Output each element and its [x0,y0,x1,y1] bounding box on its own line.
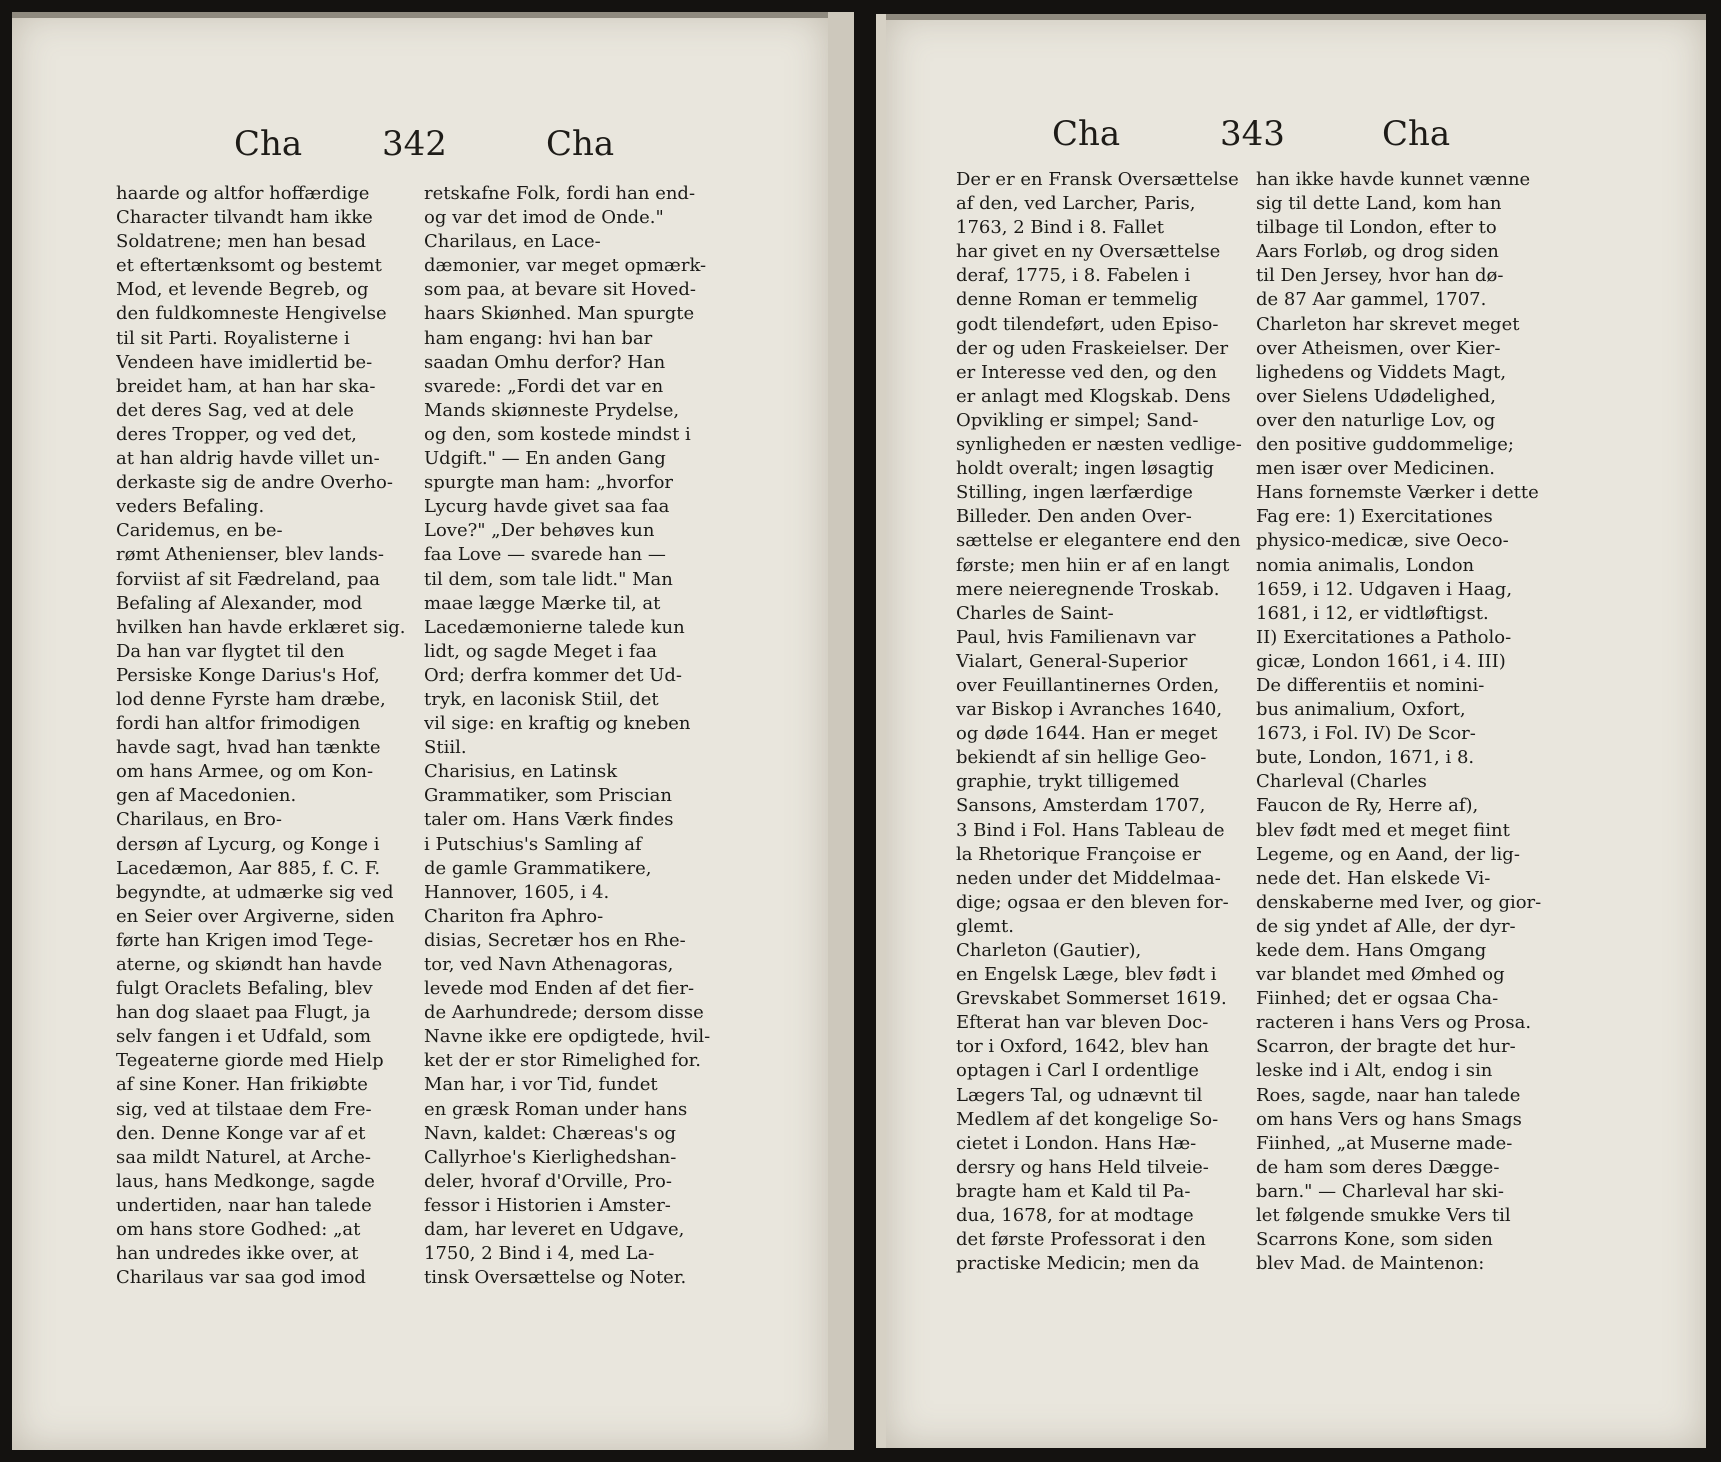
text-line: cietet i London. Hans Hæ- [956,1132,1197,1154]
text-line: deraf, 1775, i 8. Fabelen i [956,265,1191,287]
text-line: faa Love — svarede han — [424,544,666,566]
text-line: bute, London, 1671, i 8. [1256,747,1475,769]
text-line: disias, Secretær hos en Rhe- [424,929,686,951]
text-line: holdt overalt; ingen løsagtig [956,458,1214,480]
text-line: de ham som deres Dægge- [1256,1156,1500,1178]
text-line: gen af Macedonien. [116,785,297,807]
text-line: deler, hvoraf d'Orville, Pro- [424,1170,672,1192]
text-line: Paul, hvis Familienavn var [956,626,1196,648]
text-line: af den, ved Larcher, Paris, [956,193,1196,215]
text-line: glemt. [956,915,1014,937]
text-line: den positive guddommelige; [1256,434,1514,456]
text-line: Soldatrene; men han besad [116,231,367,253]
text-line: let følgende smukke Vers til [1256,1205,1511,1227]
text-line: Callyrhoe's Kierlighedshan- [424,1146,677,1168]
text-line: undertiden, naar han talede [116,1194,372,1216]
page-edge [886,14,1706,20]
text-line: havde sagt, hvad han tænkte [116,737,381,759]
text-line: synligheden er næsten vedlige- [956,434,1242,456]
text-line: et eftertænksomt og bestemt [116,255,382,277]
text-line: Character tilvandt ham ikke [116,207,373,229]
text-line: sig til dette Land, kom han [1256,193,1502,215]
text-line: er anlagt med Klogskab. Dens [956,385,1231,407]
text-line: dam, har leveret en Udgave, [424,1219,685,1241]
text-line: nede det. Han elskede Vi- [1256,867,1491,889]
text-line: Aars Forløb, og drog siden [1256,241,1499,263]
text-line: dersry og hans Held tilveie- [956,1156,1209,1178]
text-line: Lacedæmon, Aar 885, f. C. F. [116,857,381,879]
text-line: De differentiis et nomini- [1256,674,1485,696]
text-line: Lycurg havde givet saa faa [424,496,670,518]
text-line: bekiendt af sin hellige Geo- [956,747,1207,769]
text-line: taler om. Hans Værk findes [424,809,674,831]
text-line: Charleton (Gautier), [956,940,1142,961]
text-line: la Rhetorique Françoise er [956,843,1201,865]
text-line: Fiinhed; det er ogsaa Cha- [1256,988,1499,1010]
text-line: Charles de Saint- [956,602,1114,624]
text-line: Scarron, der bragte det hur- [1256,1036,1516,1058]
text-line: haars Skiønhed. Man spurgte [424,303,695,325]
text-line: tor i Oxford, 1642, blev han [956,1036,1209,1058]
text-line: bus animalium, Oxfort, [1256,699,1466,721]
text-line: Fiinhed, „at Muserne made- [1256,1132,1513,1154]
text-line: Mands skiønneste Prydelse, [424,399,680,421]
text-line: laus, hans Medkonge, sagde [116,1170,375,1192]
text-line: nomia animalis, London [1256,554,1475,576]
text-line: Udgift." — En anden Gang [424,448,666,470]
text-line: 1763, 2 Bind i 8. Fallet [956,217,1165,239]
text-line: til Den Jersey, hvor han dø- [1256,265,1504,287]
text-line: det første Professorat i den [956,1229,1206,1251]
text-line: over Feuillantinernes Orden, [956,674,1220,696]
text-line: ket der er stor Rimelighed for. [424,1050,702,1072]
text-line: Efterat han var bleven Doc- [956,1012,1209,1034]
text-line: Vendeen have imidlertid be- [116,351,373,373]
text-line: Medlem af det kongelige So- [956,1108,1219,1130]
text-line: dua, 1678, for at modtage [956,1205,1194,1227]
text-line: aterne, og skiøndt han havde [116,954,383,975]
text-line: om hans Armee, og om Kon- [116,761,374,783]
text-line: Roes, sagde, naar han talede [1256,1084,1521,1106]
text-line: Scarrons Kone, som siden [1256,1229,1493,1251]
text-line: optagen i Carl I ordentlige [956,1060,1199,1082]
text-line: Legeme, og en Aand, der lig- [1256,843,1520,865]
text-line: Faucon de Ry, Herre af), [1256,795,1479,817]
text-line: 1750, 2 Bind i 4, med La- [424,1243,655,1265]
text-line: lighedens og Viddets Magt, [1256,361,1507,383]
text-line: lidt, og sagde Meget i faa [424,640,657,662]
text-line: 1673, i Fol. IV) De Scor- [1256,723,1476,745]
header-right: Cha [1382,114,1451,154]
text-line: fulgt Oraclets Befaling, blev [116,978,373,1000]
text-line: mere neieregnende Troskab. [956,578,1220,600]
text-line: selv fangen i et Udfald, som [116,1026,372,1048]
text-line: en græsk Roman under hans [424,1098,688,1120]
text-line: og den, som kostede mindst i [424,423,691,445]
text-line: Hans fornemste Værker i dette [1256,482,1539,504]
text-line: vil sige: en kraftig og kneben [424,713,691,735]
text-line: godt tilendeført, uden Episo- [956,313,1219,335]
text-line: Billeder. Den anden Over- [956,506,1192,528]
text-line: førte han Krigen imod Tege- [116,929,374,951]
text-line: var Biskop i Avranches 1640, [956,699,1223,721]
text-line: deres Tropper, og ved det, [116,423,357,445]
text-column-left [116,182,406,1290]
text-line: Opvikling er simpel; Sand- [956,409,1199,431]
text-line: til sit Parti. Royalisterne i [116,327,350,349]
text-line: Grevskabet Sommerset 1619. [956,988,1227,1010]
text-line: over Atheismen, over Kier- [1256,337,1501,359]
text-line: levede mod Enden af det fier- [424,978,695,1000]
text-line: Vialart, General-Superior [956,650,1188,672]
text-line: Grammatiker, som Priscian [424,785,672,807]
text-line: at han aldrig havde villet un- [116,448,380,470]
text-line: Der er en Fransk Oversættelse [956,169,1239,190]
text-line: tor, ved Navn Athenagoras, [424,954,674,975]
text-line: veders Befaling. [116,496,265,518]
text-line: Ord; derfra kommer det Ud- [424,664,682,686]
text-line: til dem, som tale lidt." Man [424,568,673,590]
text-line: de sig yndet af Alle, der dyr- [1256,915,1516,937]
text-line: fordi han altfor frimodigen [116,713,361,735]
text-line: spurgte man ham: „hvorfor [424,472,674,494]
text-line: han undredes ikke over, at [116,1243,359,1265]
text-line: det deres Sag, ved at dele [116,399,354,421]
text-line: er Interesse ved den, og den [956,361,1217,383]
page-number: 343 [1220,114,1285,154]
text-line: den. Denne Konge var af et [116,1122,366,1144]
text-line: Charilaus var saa god imod [116,1267,366,1289]
text-column-right [1256,168,1546,1276]
text-line: haarde og altfor hoffærdige [116,183,370,204]
text-line: de 87 Aar gammel, 1707. [1256,289,1487,311]
text-line: som paa, at bevare sit Hoved- [424,279,696,301]
text-line: physico-medicæ, sive Oeco- [1256,530,1509,552]
text-line: Man har, i vor Tid, fundet [424,1074,658,1096]
text-line: saadan Omhu derfor? Han [424,351,666,373]
text-line: var blandet med Ømhed og [1256,964,1505,986]
text-line: sig, ved at tilstaae dem Fre- [116,1098,372,1120]
text-line: Charilaus, en Bro- [116,809,282,831]
text-line: graphie, trykt tilligemed [956,771,1180,793]
text-line: i Putschius's Samling af [424,833,642,855]
text-line: forviist af sit Fædreland, paa [116,568,381,590]
text-line: dersøn af Lycurg, og Konge i [116,833,380,855]
text-line: lod denne Fyrste ham dræbe, [116,688,386,710]
page-edge [12,12,828,18]
text-line: Charleton har skrevet meget [1256,313,1520,335]
text-line: Mod, et levende Begreb, og [116,279,369,301]
text-line: neden under det Middelmaa- [956,867,1221,889]
text-line: denne Roman er temmelig [956,289,1198,311]
text-line: 1681, i 12, er vidtløftigst. [1256,602,1489,624]
text-line: og var det imod de Onde." [424,207,664,229]
text-line: practiske Medicin; men da [956,1253,1200,1275]
text-line: barn." — Charleval har ski- [1256,1180,1505,1202]
text-line: Da han var flygtet til den [116,640,345,662]
text-line: II) Exercitationes a Patholo- [1256,626,1512,648]
text-line: tilbage til London, efter to [1256,217,1497,239]
text-line: Befaling af Alexander, mod [116,592,363,614]
text-line: Lægers Tal, og udnævnt til [956,1084,1203,1106]
text-line: gicæ, London 1661, i 4. III) [1256,650,1506,672]
text-line: racteren i hans Vers og Prosa. [1256,1012,1532,1034]
header-left: Cha [234,124,303,164]
text-line: Stiil. [424,737,467,759]
text-line: blev født med et meget fiint [1256,819,1510,841]
text-line: første; men hiin er af en langt [956,554,1230,576]
text-line: Hannover, 1605, i 4. [424,881,610,903]
text-line: Navne ikke ere opdigtede, hvil- [424,1026,711,1048]
text-line: Caridemus, en be- [116,520,283,542]
text-line: Lacedæmonierne talede kun [424,616,685,638]
right-page [876,14,1706,1448]
text-line: breidet ham, at han har ska- [116,375,376,397]
text-line: tryk, en laconisk Stiil, det [424,688,659,710]
text-line: Charleval (Charles [1256,771,1427,793]
text-line: leske ind i Alt, endog i sin [1256,1060,1493,1082]
left-page [12,12,854,1450]
text-line: ham engang: hvi han bar [424,327,653,349]
text-line: saa mildt Naturel, at Arche- [116,1146,371,1168]
text-line: 1659, i 12. Udgaven i Haag, [1256,578,1513,600]
text-line: han ikke havde kunnet vænne [1256,169,1531,190]
text-line: svarede: „Fordi det var en [424,375,664,397]
text-line: Charilaus, en Lace- [424,231,601,253]
text-line: men især over Medicinen. [1256,458,1496,480]
text-line: Charisius, en Latinsk [424,761,618,783]
header-left: Cha [1052,114,1121,154]
text-line: Fag ere: 1) Exercitationes [1256,506,1493,528]
text-column-right [424,182,717,1290]
text-line: en Seier over Argiverne, siden [116,905,395,927]
text-line: har givet en ny Oversættelse [956,241,1221,263]
text-line: de Aarhundrede; dersom disse [424,1002,704,1024]
text-line: Love?" „Der behøves kun [424,520,655,542]
text-line: den fuldkomneste Hengivelse [116,303,387,325]
text-line: over Sielens Udødelighed, [1256,385,1496,407]
text-line: derkaste sig de andre Overho- [116,472,393,494]
text-line: blev Mad. de Maintenon: [1256,1253,1485,1275]
text-line: Persiske Konge Darius's Hof, [116,664,380,686]
text-line: sættelse er elegantere end den [956,530,1241,552]
text-line: de gamle Grammatikere, [424,857,652,879]
text-line: om hans store Godhed: „at [116,1219,361,1241]
header-right: Cha [546,124,615,164]
text-line: bragte ham et Kald til Pa- [956,1180,1191,1202]
text-line: over den naturlige Lov, og [1256,409,1496,431]
text-line: Navn, kaldet: Chæreas's og [424,1122,677,1144]
text-line: af sine Koner. Han frikiøbte [116,1074,368,1096]
text-line: denskaberne med Iver, og gior- [1256,891,1542,913]
text-line: han dog slaaet paa Flugt, ja [116,1002,371,1024]
text-line: en Engelsk Læge, blev født i [956,964,1217,986]
text-line: der og uden Fraskeielser. Der [956,337,1229,359]
text-line: Sansons, Amsterdam 1707, [956,795,1206,817]
text-line: dige; ogsaa er den bleven for- [956,891,1229,913]
text-line: Tegeaterne giorde med Hielp [116,1050,384,1072]
text-line: rømt Athenienser, blev lands- [116,544,384,566]
text-line: kede dem. Hans Omgang [1256,940,1487,961]
text-line: og døde 1644. Han er meget [956,723,1218,745]
text-line: hvilken han havde erklæret sig. [116,616,406,638]
page-number: 342 [382,124,447,164]
text-line: begyndte, at udmærke sig ved [116,881,394,903]
text-line: fessor i Historien i Amster- [424,1194,671,1216]
text-line: Stilling, ingen lærfærdige [956,482,1193,504]
text-line: retskafne Folk, fordi han end- [424,183,696,204]
text-column-left [956,168,1246,1276]
text-line: Chariton fra Aphro- [424,905,604,927]
text-line: dæmonier, var meget opmærk- [424,255,707,277]
text-line: maae lægge Mærke til, at [424,592,661,614]
text-line: tinsk Oversættelse og Noter. [424,1267,687,1289]
text-line: om hans Vers og hans Smags [1256,1108,1522,1130]
text-line: 3 Bind i Fol. Hans Tableau de [956,819,1225,841]
